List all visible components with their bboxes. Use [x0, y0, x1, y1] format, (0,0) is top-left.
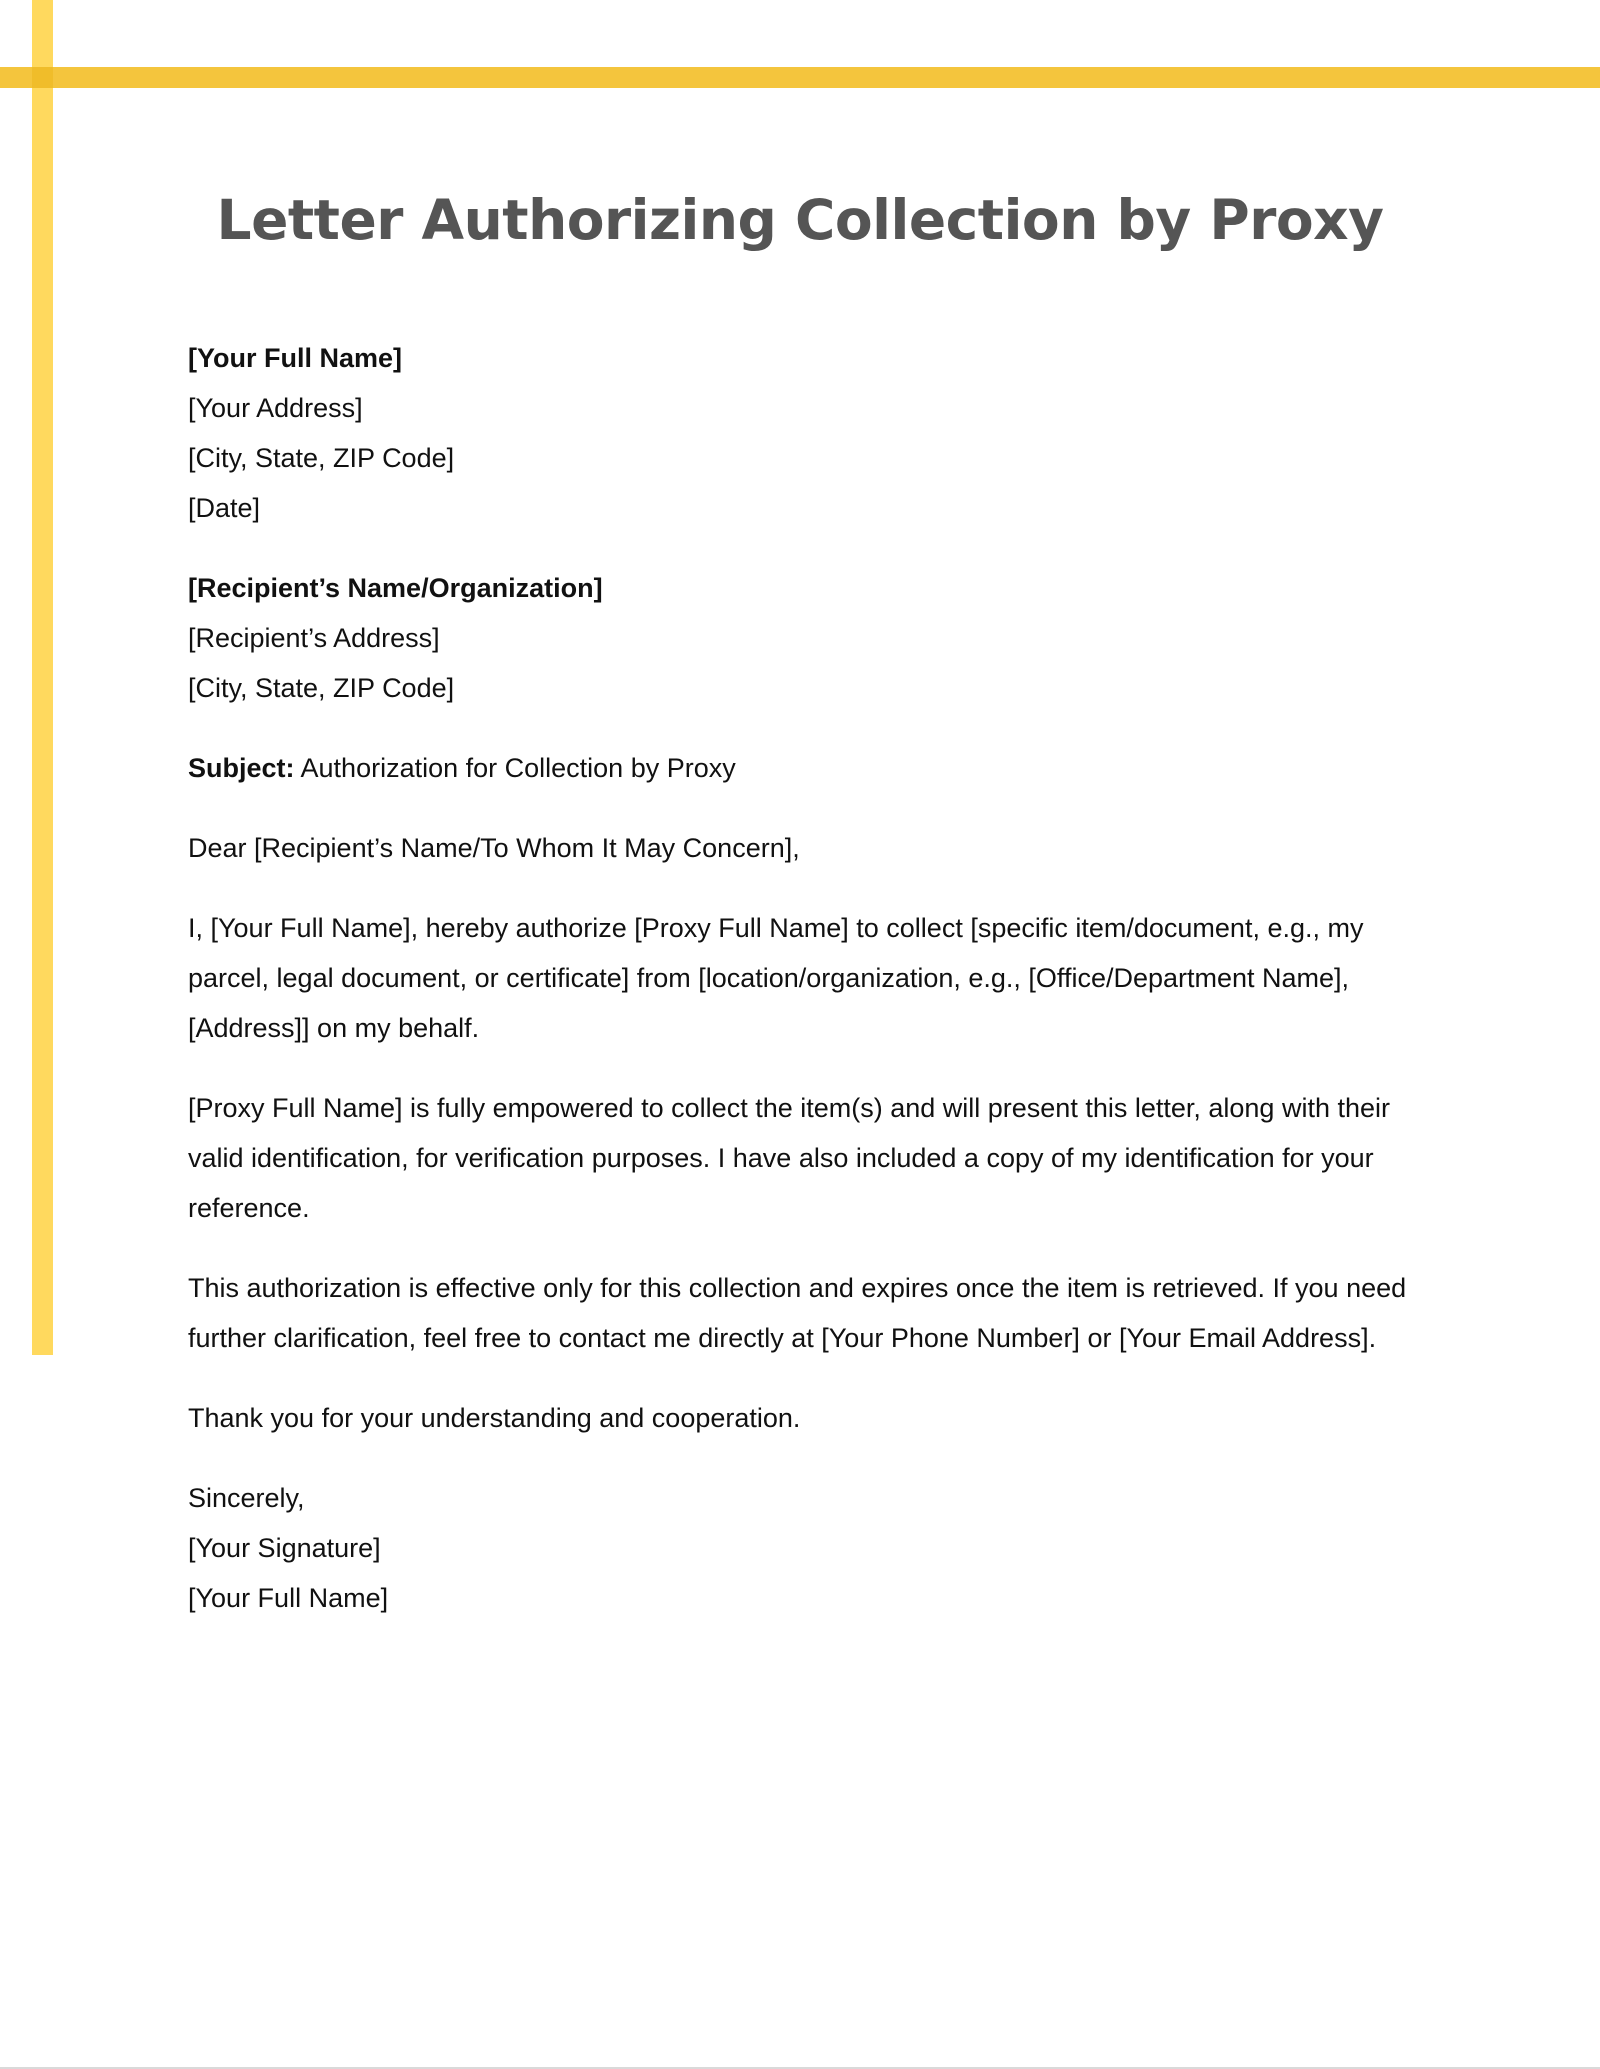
paragraph-thanks: Thank you for your understanding and cooperation.	[188, 1403, 801, 1433]
sender-block	[188, 333, 1418, 533]
valediction: Sincerely,	[188, 1483, 305, 1513]
paragraph-authorization: I, [Your Full Name], hereby authorize [Proxy Full Name] to collect [specific item/document, e.g., my parcel, legal document, or certificate] from [location/organization, e.g., [Office/Department Name], [Address]] on my behalf.	[188, 913, 1364, 1043]
page-title: Letter Authorizing Collection by Proxy	[216, 188, 1384, 252]
letter-date: [Date]	[188, 493, 261, 523]
signature-placeholder: [Your Signature]	[188, 1533, 381, 1563]
subject-text: Authorization for Collection by Proxy	[294, 753, 736, 783]
sender-city-state-zip: [City, State, ZIP Code]	[188, 443, 455, 473]
recipient-name: [Recipient’s Name/Organization]	[188, 573, 603, 603]
paragraph-proxy-details: [Proxy Full Name] is fully empowered to collect the item(s) and will present this letter, along with their valid identification, for verification purposes. I have also included a copy of my identification for your reference.	[188, 1093, 1390, 1223]
subject-line	[188, 743, 1418, 793]
closing-block	[188, 1473, 1418, 1623]
paragraph-validity: This authorization is effective only for this collection and expires once the item is retrieved. If you need further clarification, feel free to contact me directly at [Your Phone Number] or [Your Email Address].	[188, 1273, 1407, 1353]
sender-address: [Your Address]	[188, 393, 363, 423]
recipient-address: [Recipient’s Address]	[188, 623, 440, 653]
recipient-city-state-zip: [City, State, ZIP Code]	[188, 673, 455, 703]
sender-name: [Your Full Name]	[188, 343, 403, 373]
salutation: Dear [Recipient’s Name/To Whom It May Concern],	[188, 833, 800, 863]
subject-label: Subject:	[188, 753, 295, 783]
letter-body	[188, 333, 1418, 1653]
top-accent-bar	[0, 67, 1600, 88]
accent-bar-intersection	[32, 67, 53, 88]
recipient-block	[188, 563, 1418, 713]
closing-name: [Your Full Name]	[188, 1583, 389, 1613]
